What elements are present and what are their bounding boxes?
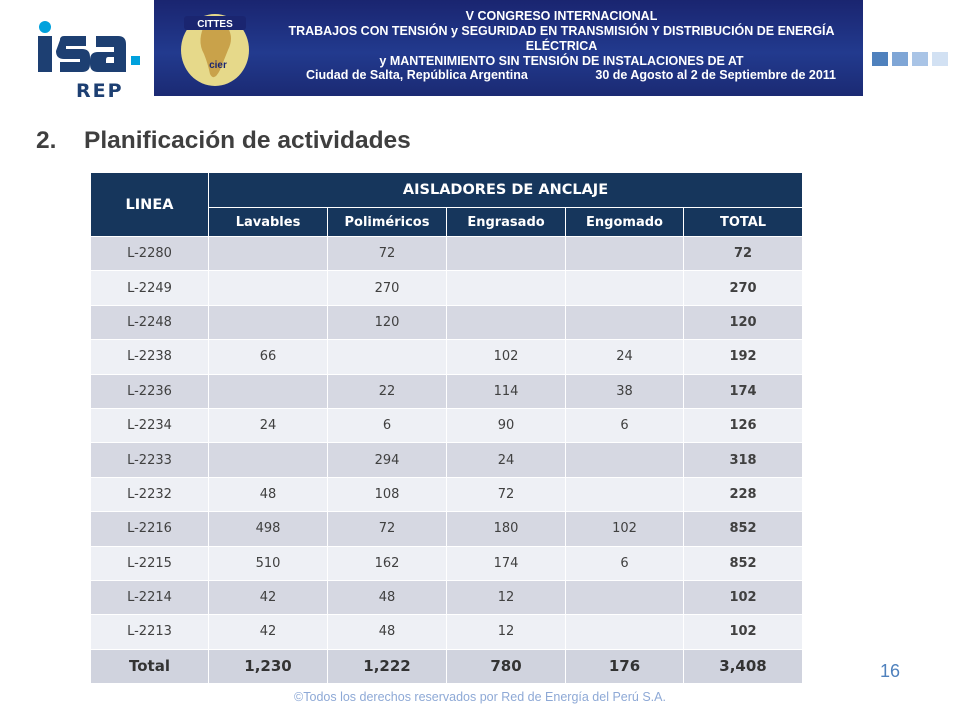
value-cell: 24: [209, 408, 328, 442]
table-row: [91, 443, 803, 477]
value-cell: 42: [209, 580, 328, 614]
deco-square: [912, 52, 928, 66]
value-cell: [566, 305, 684, 339]
value-cell: 6: [328, 408, 447, 442]
value-cell: [209, 271, 328, 305]
line-cell: L-2238: [91, 340, 209, 374]
copyright-notice: ©Todos los derechos reservados por Red de Energía del Perú S.A.: [294, 690, 666, 704]
value-cell: 42: [209, 615, 328, 649]
table-row: [91, 374, 803, 408]
column-header: Engomado: [566, 208, 684, 237]
deco-square: [932, 52, 948, 66]
line-cell: L-2234: [91, 408, 209, 442]
value-cell: 12: [447, 615, 566, 649]
total-row: [91, 649, 803, 683]
value-cell: 294: [328, 443, 447, 477]
column-header: Engrasado: [447, 208, 566, 237]
banner-line-3: y MANTENIMIENTO SIN TENSIÓN DE INSTALACIONES DE AT: [379, 54, 744, 68]
table-row: [91, 580, 803, 614]
table-row: [91, 271, 803, 305]
title-number: 2.: [36, 127, 57, 154]
line-cell: L-2213: [91, 615, 209, 649]
total-value: 176: [566, 649, 684, 683]
value-cell: 510: [209, 546, 328, 580]
value-cell: 12: [447, 580, 566, 614]
total-cell: 102: [684, 615, 803, 649]
value-cell: 48: [209, 477, 328, 511]
table-row: [91, 615, 803, 649]
total-value: 780: [447, 649, 566, 683]
value-cell: 174: [447, 546, 566, 580]
total-cell: 120: [684, 305, 803, 339]
total-value: 1,222: [328, 649, 447, 683]
column-header: Lavables: [209, 208, 328, 237]
slide-title: [36, 127, 411, 155]
logo-rep-text: REP: [76, 80, 124, 102]
value-cell: [209, 443, 328, 477]
value-cell: 162: [328, 546, 447, 580]
value-cell: 6: [566, 546, 684, 580]
value-cell: 498: [209, 512, 328, 546]
line-cell: L-2233: [91, 443, 209, 477]
value-cell: [447, 305, 566, 339]
banner-line-1: V CONGRESO INTERNACIONAL: [465, 9, 658, 23]
value-cell: [328, 340, 447, 374]
table-row: [91, 512, 803, 546]
value-cell: 90: [447, 408, 566, 442]
page-number: 16: [880, 661, 901, 681]
value-cell: [209, 374, 328, 408]
deco-square: [872, 52, 888, 66]
total-cell: 72: [684, 237, 803, 271]
value-cell: 102: [566, 512, 684, 546]
value-cell: [566, 580, 684, 614]
value-cell: 72: [447, 477, 566, 511]
value-cell: [447, 271, 566, 305]
value-cell: 270: [328, 271, 447, 305]
total-cell: 174: [684, 374, 803, 408]
cittes-emblem-icon: [176, 6, 254, 90]
decorative-squares: [872, 52, 948, 66]
value-cell: 72: [328, 512, 447, 546]
column-header: TOTAL: [684, 208, 803, 237]
line-cell: L-2216: [91, 512, 209, 546]
emblem-top-text: CITTES: [197, 19, 233, 30]
isa-rep-logo: [30, 18, 155, 108]
congress-banner: [154, 0, 863, 96]
total-cell: 126: [684, 408, 803, 442]
deco-square: [892, 52, 908, 66]
total-cell: 852: [684, 546, 803, 580]
table-row: [91, 305, 803, 339]
total-label: Total: [91, 649, 209, 683]
total-cell: 192: [684, 340, 803, 374]
total-value: 3,408: [684, 649, 803, 683]
line-cell: L-2215: [91, 546, 209, 580]
table-row: [91, 408, 803, 442]
banner-line-2: TRABAJOS CON TENSIÓN y SEGURIDAD EN TRANSMISIÓN Y DISTRIBUCIÓN DE ENERGÍA ELÉCTRICA: [288, 24, 835, 53]
total-cell: 270: [684, 271, 803, 305]
isa-logo-mark: [30, 18, 155, 78]
group-header: AISLADORES DE ANCLAJE: [209, 173, 803, 208]
banner-dates: 30 de Agosto al 2 de Septiembre de 2011: [595, 68, 836, 82]
value-cell: [566, 615, 684, 649]
value-cell: [447, 237, 566, 271]
value-cell: 48: [328, 615, 447, 649]
insulators-table: [90, 172, 803, 684]
value-cell: 38: [566, 374, 684, 408]
value-cell: [566, 443, 684, 477]
line-cell: L-2249: [91, 271, 209, 305]
value-cell: [566, 477, 684, 511]
value-cell: 72: [328, 237, 447, 271]
value-cell: [566, 271, 684, 305]
table-row: [91, 477, 803, 511]
total-cell: 318: [684, 443, 803, 477]
total-cell: 102: [684, 580, 803, 614]
banner-location: Ciudad de Salta, República Argentina: [306, 68, 528, 82]
total-cell: 852: [684, 512, 803, 546]
linea-header: LINEA: [91, 173, 209, 237]
value-cell: 24: [566, 340, 684, 374]
value-cell: 114: [447, 374, 566, 408]
line-cell: L-2214: [91, 580, 209, 614]
table-row: [91, 546, 803, 580]
title-text: Planificación de actividades: [84, 127, 411, 154]
table-row: [91, 237, 803, 271]
value-cell: 66: [209, 340, 328, 374]
value-cell: [209, 305, 328, 339]
value-cell: 108: [328, 477, 447, 511]
value-cell: 120: [328, 305, 447, 339]
table-row: [91, 340, 803, 374]
value-cell: [566, 237, 684, 271]
value-cell: 102: [447, 340, 566, 374]
line-cell: L-2248: [91, 305, 209, 339]
line-cell: L-2236: [91, 374, 209, 408]
total-cell: 228: [684, 477, 803, 511]
value-cell: 6: [566, 408, 684, 442]
value-cell: [209, 237, 328, 271]
total-value: 1,230: [209, 649, 328, 683]
value-cell: 22: [328, 374, 447, 408]
emblem-bottom-text: cier: [209, 60, 227, 71]
value-cell: 48: [328, 580, 447, 614]
column-header: Poliméricos: [328, 208, 447, 237]
line-cell: L-2232: [91, 477, 209, 511]
value-cell: 180: [447, 512, 566, 546]
line-cell: L-2280: [91, 237, 209, 271]
value-cell: 24: [447, 443, 566, 477]
